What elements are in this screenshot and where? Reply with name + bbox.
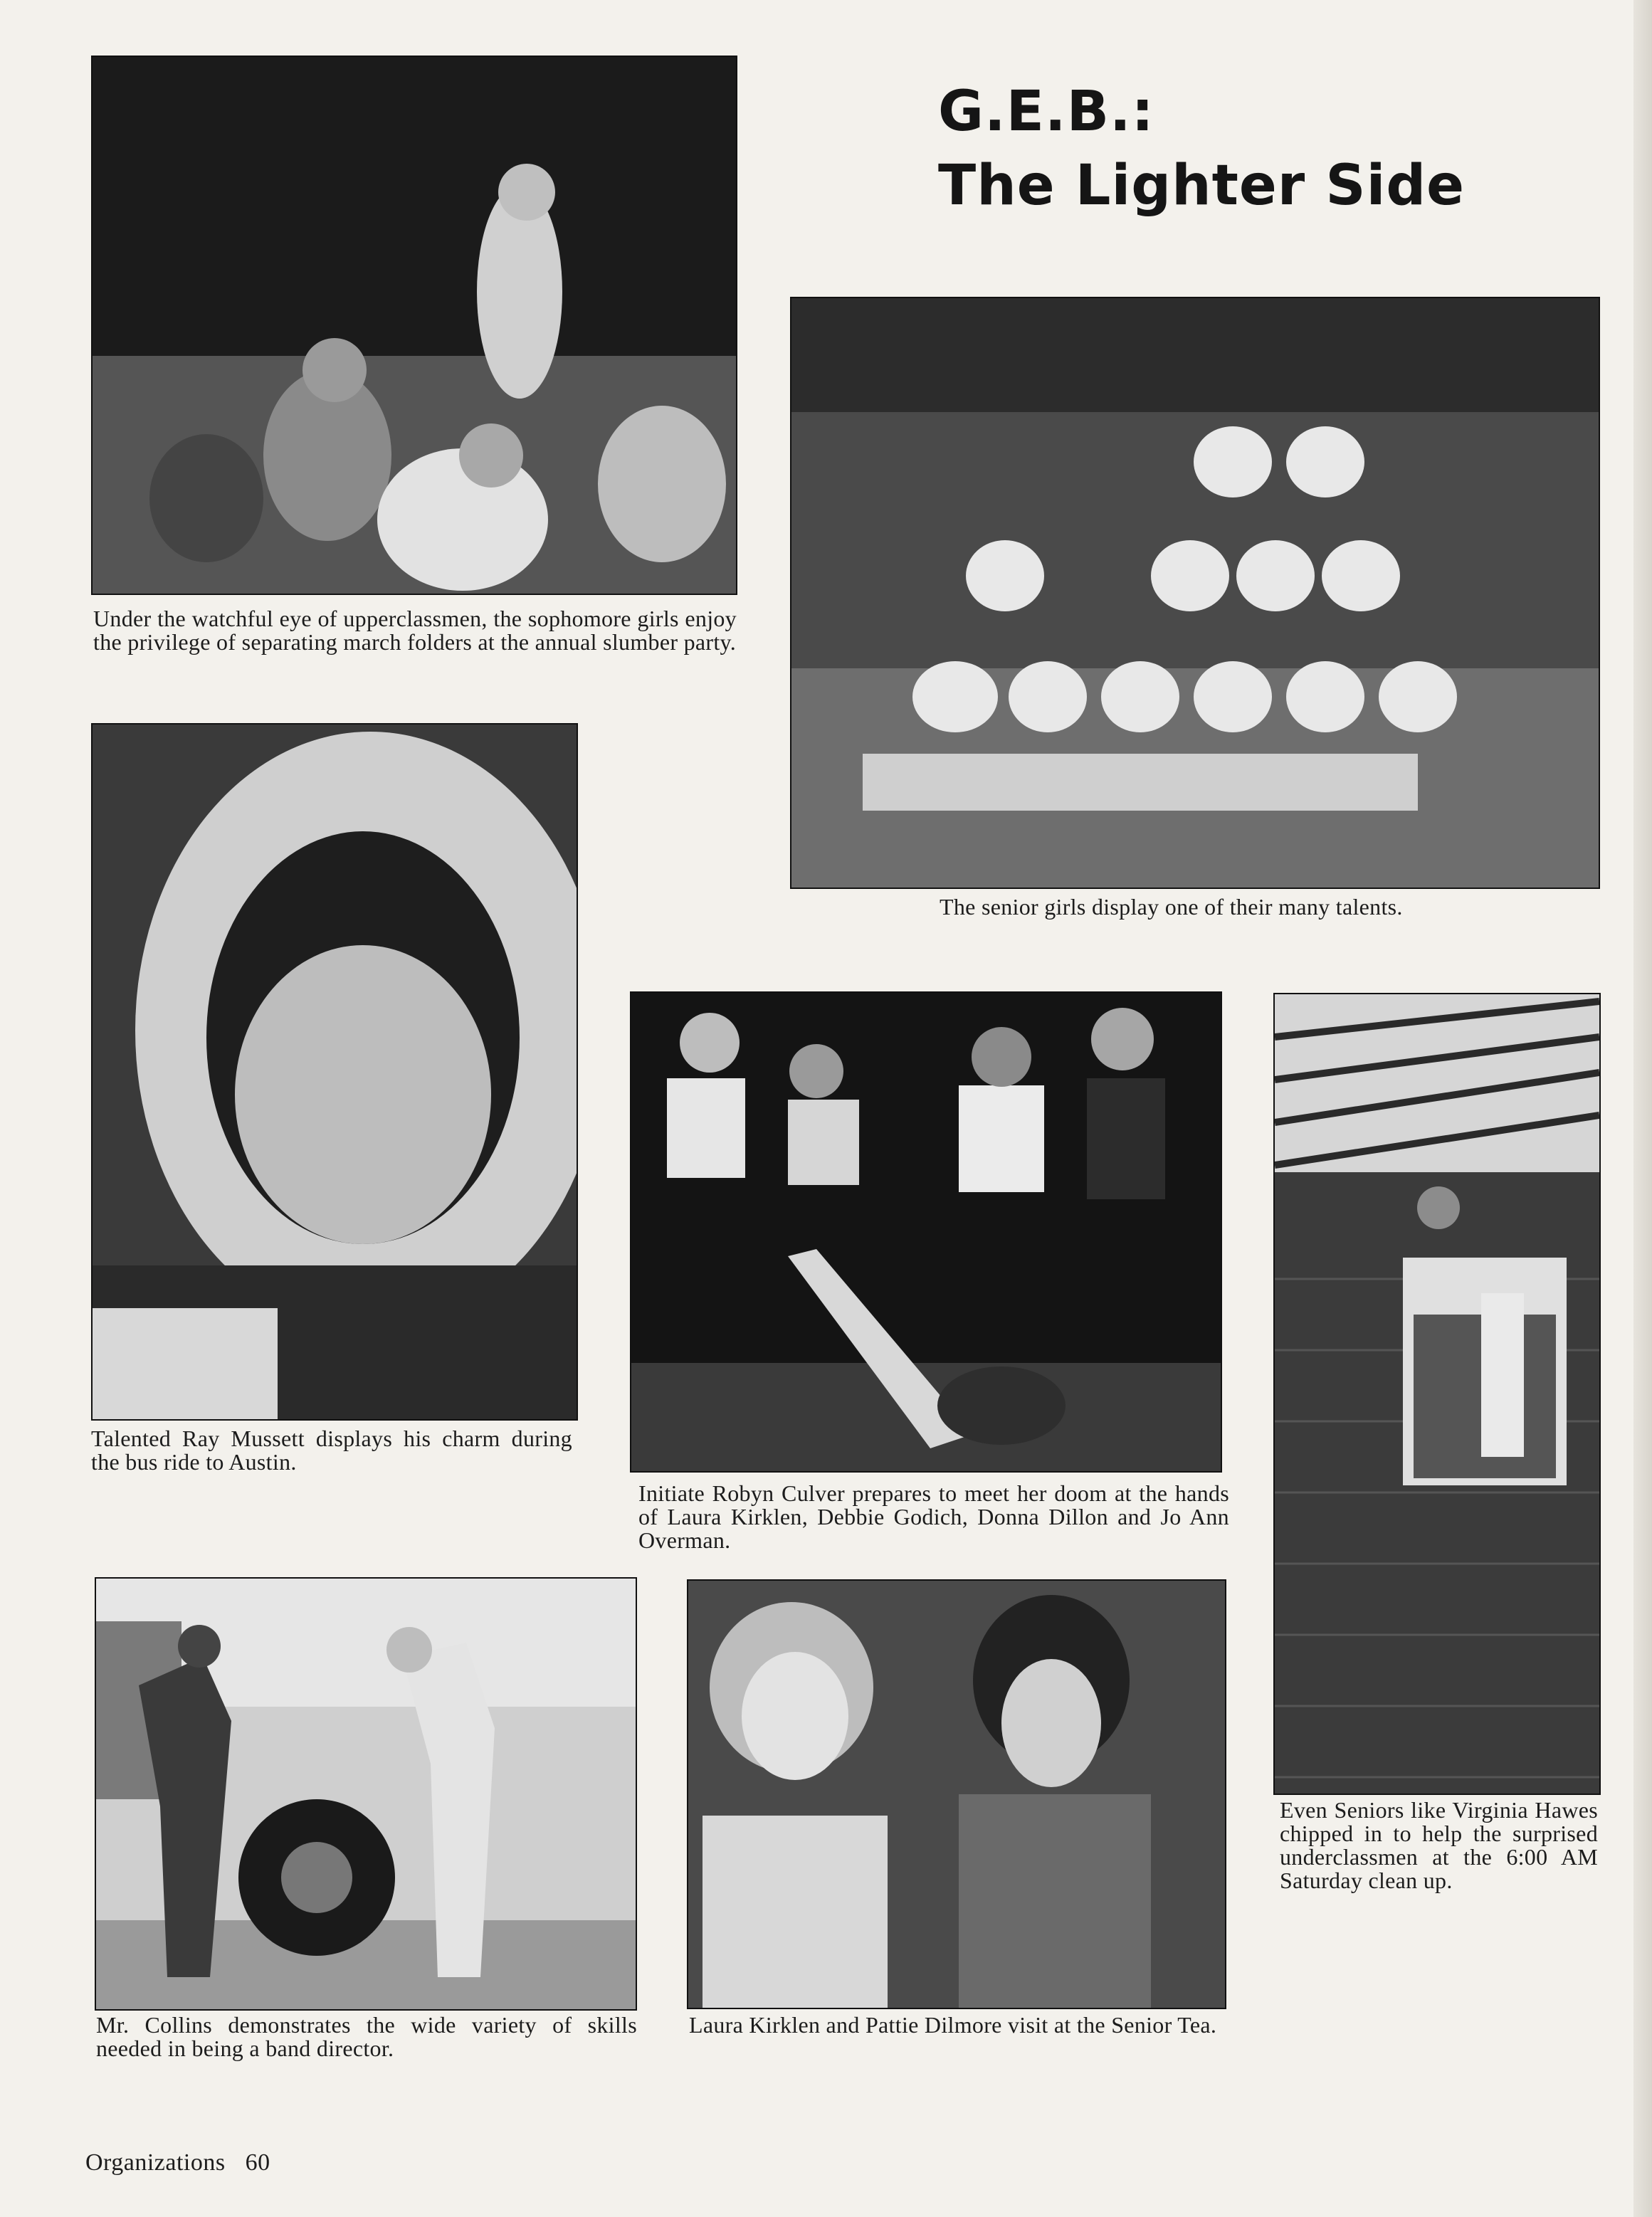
initiate-image bbox=[631, 993, 1221, 1471]
bus-tire-image bbox=[96, 1579, 636, 2009]
senior-pyramid-caption: The senior girls display one of their many talents. bbox=[940, 894, 1403, 920]
senior-tea-photo bbox=[687, 1579, 1226, 2009]
title-line-1: G.E.B.: bbox=[938, 80, 1154, 144]
senior-pyramid-image bbox=[791, 298, 1599, 888]
slumber-party-caption: Under the watchful eye of upperclassmen, the sophomore girls enjoy the privilege of separating march folders at the annual slumber party. bbox=[93, 606, 737, 655]
initiate-caption: Initiate Robyn Culver prepares to meet her doom at the hands of Laura Kirklen, Debbie Godich, Donna Dillon and Jo Ann Overman. bbox=[638, 1480, 1229, 1553]
senior-tea-image bbox=[688, 1581, 1225, 2008]
bus-tire-photo bbox=[95, 1577, 637, 2011]
page-title bbox=[938, 75, 1465, 223]
page-edge bbox=[1633, 0, 1652, 2217]
bus-tire-caption: Mr. Collins demonstrates the wide variety of skills needed in being a band director. bbox=[96, 2012, 637, 2061]
ray-mussett-image bbox=[93, 725, 577, 1419]
window-cleanup-photo bbox=[1273, 993, 1601, 1795]
initiate-photo bbox=[630, 991, 1222, 1473]
slumber-party-photo bbox=[91, 56, 737, 595]
senior-tea-caption: Laura Kirklen and Pattie Dilmore visit at the Senior Tea. bbox=[689, 2012, 1217, 2038]
ray-mussett-caption: Talented Ray Mussett displays his charm during the bus ride to Austin. bbox=[91, 1426, 572, 1475]
page-number: 60 bbox=[245, 2149, 270, 2176]
ray-mussett-photo bbox=[91, 723, 578, 1421]
page-footer bbox=[85, 2149, 270, 2176]
slumber-party-image bbox=[93, 57, 736, 594]
senior-pyramid-photo bbox=[790, 297, 1600, 889]
window-cleanup-caption: Even Seniors like Virginia Hawes chipped in to help the surprised underclassmen at the 6:00 AM Saturday clean up. bbox=[1280, 1797, 1598, 1893]
title-line-2: The Lighter Side bbox=[938, 154, 1466, 218]
window-cleanup-image bbox=[1275, 994, 1599, 1794]
section-name: Organizations bbox=[85, 2149, 226, 2176]
